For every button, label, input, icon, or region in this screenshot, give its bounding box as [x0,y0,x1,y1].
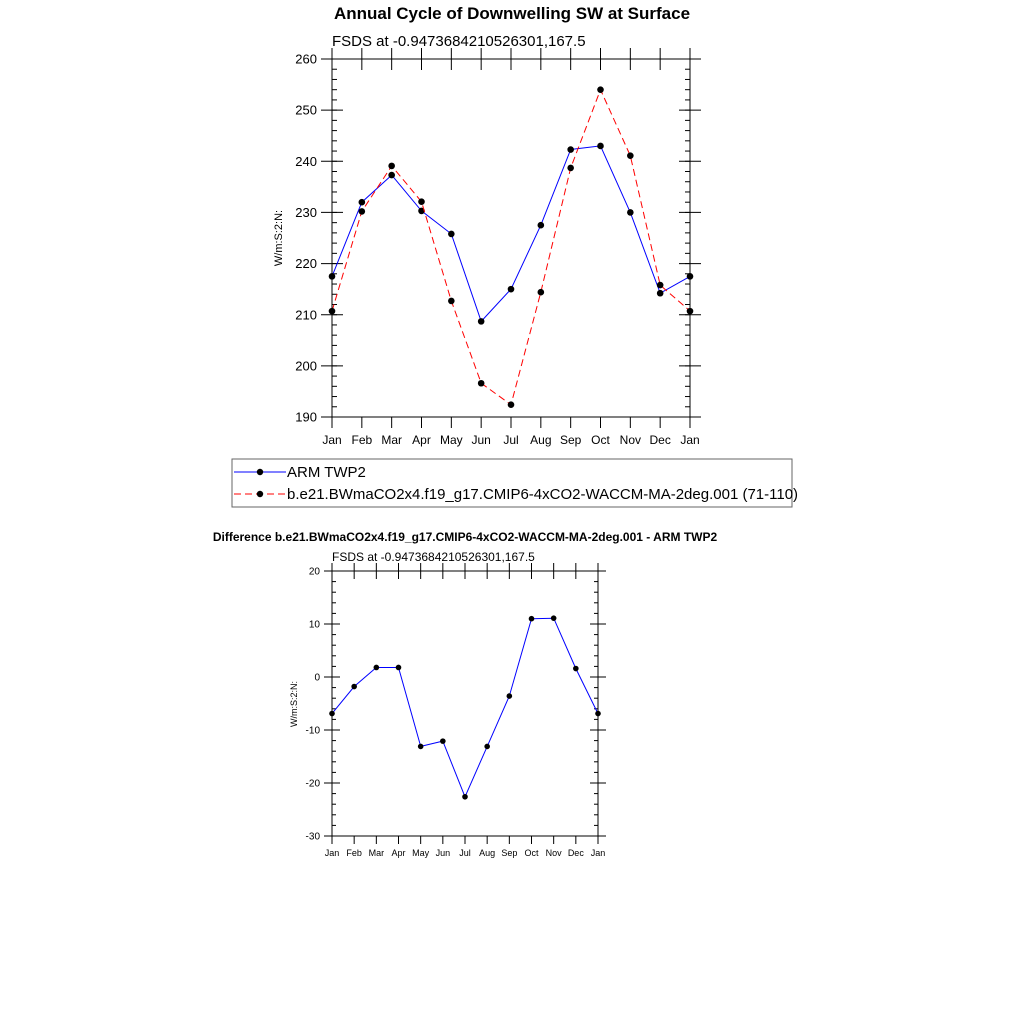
series-0-point [529,616,535,622]
y-tick-label: -10 [305,725,320,737]
series-line-1 [332,90,690,405]
series-0-point [448,231,455,238]
x-tick-label: May [439,433,463,447]
x-tick-label: Dec [649,433,671,447]
legend-label-model: b.e21.BWmaCO2x4.f19_g17.CMIP6-4xCO2-WACCM-MA-2deg.001 (71-110) [287,486,799,503]
series-1-point [687,308,694,315]
series-1-point [478,380,485,387]
series-0-point [374,665,380,671]
series-0-point [359,199,366,206]
x-tick-label: Jan [324,848,340,858]
series-0-point [687,273,694,280]
series-1-point [538,289,545,296]
series-0-point [551,615,557,621]
x-tick-label: Apr [412,433,431,447]
series-0-point [657,290,664,297]
y-tick-label: 260 [295,51,317,67]
x-tick-label: Oct [524,848,539,858]
difference-series-group [329,615,601,799]
series-0-point [329,711,335,717]
x-tick-label: Mar [368,848,385,858]
x-tick-label: Feb [351,433,373,447]
difference-axis-ticks [324,563,606,844]
y-tick-label: 220 [295,256,317,272]
x-tick-label: Nov [545,848,562,858]
y-tick-label: 20 [308,566,320,578]
y-tick-label: 190 [295,409,317,425]
y-tick-label: 200 [295,358,317,374]
series-line-0 [332,618,598,797]
y-axis-label: W/m:S:2:N: [273,209,285,267]
legend [232,459,798,507]
series-0-point [418,744,424,750]
series-0-point [388,172,395,179]
series-group [329,86,694,408]
series-0-point [484,744,490,750]
axis-ticks [321,48,701,428]
y-tick-label: 250 [295,102,317,118]
difference-y-tick-labels [306,567,321,843]
series-0-point [440,738,446,744]
y-tick-label: 10 [308,619,320,631]
difference-chart-title: Difference b.e21.BWmaCO2x4.f19_g17.CMIP6-4xCO2-WACCM-MA-2deg.001 - ARM TWP2 [212,530,718,544]
x-tick-label: Jul [459,848,471,858]
x-tick-label: Jan [680,433,700,447]
x-tick-label: Mar [381,433,403,447]
series-0-point [597,143,604,150]
series-1-point [657,282,664,289]
x-tick-label: Jun [471,433,491,447]
legend-marker-arm [257,469,263,475]
x-tick-label: Apr [391,848,406,858]
x-tick-label: Nov [619,433,642,447]
difference-x-tick-labels [325,848,606,858]
series-1-point [508,401,515,408]
series-0-point [508,286,515,293]
y-tick-label: 230 [295,204,317,220]
plot-frame [332,59,690,417]
x-tick-label: Jul [503,433,519,447]
y-tick-label: -30 [305,831,320,843]
series-0-point [396,665,402,671]
series-1-point [329,308,336,315]
x-tick-labels [322,433,699,447]
legend-marker-model [257,491,263,497]
series-1-point [359,208,366,215]
series-1-point [418,198,425,205]
chart-subtitle: FSDS at -0.9473684210526301,167.5 [332,33,586,50]
x-tick-label: Oct [591,433,610,447]
difference-chart [213,530,718,858]
series-0-point [329,273,336,280]
x-tick-label: Aug [479,848,496,858]
series-0-point [507,693,513,699]
series-0-point [595,711,601,717]
annual-cycle-chart [232,4,798,507]
x-tick-label: Sep [559,433,582,447]
series-0-point [462,794,468,800]
x-tick-label: Dec [567,848,584,858]
y-tick-label: 210 [295,307,317,323]
series-line-0 [332,146,690,322]
x-tick-label: May [412,848,430,858]
series-1-point [448,298,455,305]
series-1-point [388,163,395,170]
y-tick-labels [295,52,317,425]
series-0-point [351,684,357,690]
difference-chart-subtitle: FSDS at -0.9473684210526301,167.5 [332,550,535,564]
x-tick-label: Jan [590,848,606,858]
y-tick-label: 0 [314,672,320,684]
legend-label-arm: ARM TWP2 [287,464,366,481]
y-tick-label: 240 [295,153,317,169]
x-tick-label: Jan [322,433,342,447]
series-0-point [627,209,634,216]
series-1-point [627,152,634,159]
x-tick-label: Feb [346,848,362,858]
x-tick-label: Sep [501,848,518,858]
series-1-point [597,86,604,93]
x-tick-label: Aug [530,433,552,447]
y-tick-label: -20 [305,778,320,790]
difference-y-axis-label: W/m:S:2:N: [289,680,299,728]
series-0-point [567,146,574,153]
series-0-point [573,666,579,672]
x-tick-label: Jun [435,848,451,858]
chart-title: Annual Cycle of Downwelling SW at Surface [333,4,691,23]
series-0-point [478,318,485,325]
series-1-point [567,165,574,172]
series-0-point [538,222,545,229]
